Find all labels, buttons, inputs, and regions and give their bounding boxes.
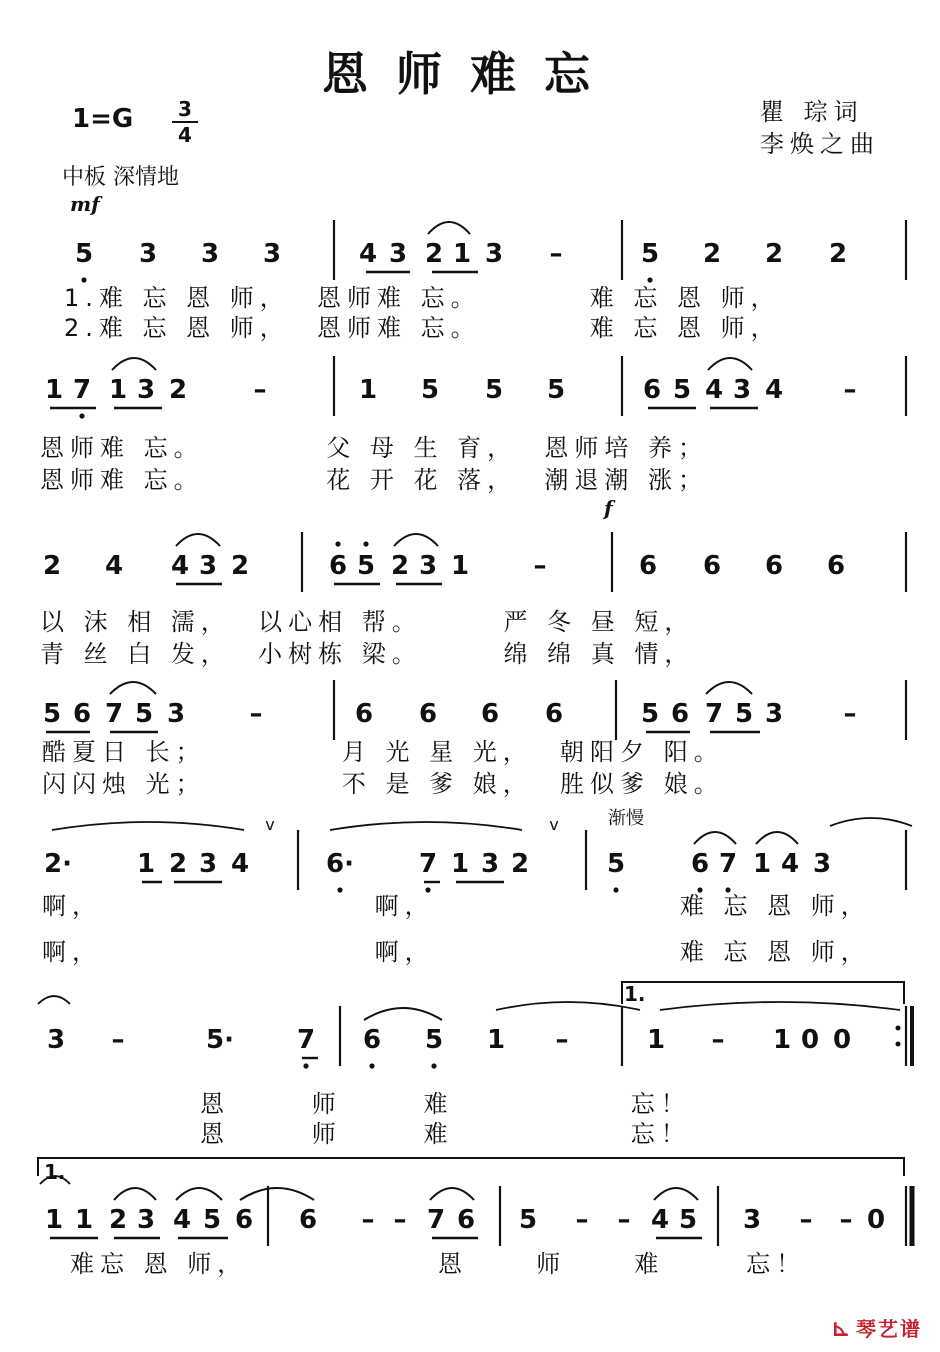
slur-arc [706,682,752,694]
note: 3 [166,699,186,729]
watermark-logo [832,1313,922,1342]
tempo-change-label: 渐慢 [608,808,644,829]
note: 3 [262,239,282,269]
note: 4 [358,239,378,269]
note: 6 [354,699,374,729]
note: 1 [486,1025,506,1055]
note: 1 [450,551,470,581]
slur-arc [110,682,156,694]
slur-arc [114,1188,156,1200]
note: 1 [772,1025,792,1055]
lyricist-credit: 瞿 琮词 [760,98,864,126]
composer-credit: 李焕之曲 [760,130,880,158]
note: 5 [640,699,660,729]
lyric-line: 恩师难 忘。 花 开 花 落， 潮退潮 涨； [40,466,709,494]
note: 6 [826,551,846,581]
note: 6 [234,1205,254,1235]
slur-arc [654,1188,698,1200]
note: 3 [484,239,504,269]
note: 1 [358,375,378,405]
note: – [799,1205,813,1235]
song-title: 恩师难忘 [322,47,618,101]
note: 1 [450,849,470,879]
slur-arc [240,1188,314,1200]
note: 6· [326,849,354,879]
octave-dot-below [303,1063,308,1068]
volta-bracket-second [38,1158,904,1176]
note: 5 [672,375,692,405]
note: – [549,239,563,269]
note: 5 [424,1025,444,1055]
note: 0 [866,1205,886,1235]
note: 3 [480,849,500,879]
note: 3 [742,1205,762,1235]
slur-arc [176,534,220,546]
note: 4 [650,1205,670,1235]
note: 2 [230,551,250,581]
phrase-tie [660,1002,900,1010]
note: 5 [134,699,154,729]
note: 3 [732,375,752,405]
note: 6 [362,1025,382,1055]
note: 2 [390,551,410,581]
note: 5 [202,1205,222,1235]
note: – [111,1025,125,1055]
note: 1 [74,1205,94,1235]
note: 5 [546,375,566,405]
octave-dot-above [335,541,340,546]
note: 4 [780,849,800,879]
note: 4 [764,375,784,405]
repeat-dot [896,1042,901,1047]
note: 2 [510,849,530,879]
note: 3 [812,849,832,879]
note: 0 [832,1025,852,1055]
note: 6 [298,1205,318,1235]
note: 6 [456,1205,476,1235]
note: 3 [138,239,158,269]
volta-first-label: 1. [624,982,646,1006]
note: 4 [104,551,124,581]
phrase-tie [496,1002,640,1010]
note: 7 [296,1025,316,1055]
note: – [617,1205,631,1235]
time-sig-top: 3 [178,97,192,121]
note: 5 [518,1205,538,1235]
note: – [575,1205,589,1235]
lyric-line: 恩师难 忘。 父 母 生 育， 恩师培 养； [40,434,709,462]
note: – [253,375,267,405]
note: 2 [42,551,62,581]
note: 5 [42,699,62,729]
note: 6 [480,699,500,729]
logo-icon: ⊾ [831,1317,852,1342]
note: 5· [206,1025,234,1055]
octave-dot-above [363,541,368,546]
note: 3 [136,1205,156,1235]
lyric-line: 以 沫 相 濡， 以心相 帮。 严 冬 昼 短， [40,608,695,636]
note: 2 [828,239,848,269]
lyric-line: 恩 师 难 忘！ [200,1120,691,1148]
note: 3 [764,699,784,729]
note: – [555,1025,569,1055]
note: 4 [172,1205,192,1235]
note: 3 [46,1025,66,1055]
note: 7 [104,699,124,729]
slur-arc [694,832,736,844]
slur-arc [364,1008,442,1020]
note: 6 [638,551,658,581]
note: 6 [702,551,722,581]
note: – [843,699,857,729]
note: 5 [606,849,626,879]
slur-arc [394,534,438,546]
repeat-dot [896,1026,901,1031]
note: 7 [418,849,438,879]
lyric-line: 闪闪烛 光； 不 是 爹 娘， 胜似爹 娘。 [42,770,724,798]
note: 5 [484,375,504,405]
note: 3 [418,551,438,581]
phrase-tie [52,822,244,830]
slur-arc [428,222,470,234]
volta-second-label: 1. [44,1160,66,1184]
note: 6 [690,849,710,879]
note: 5 [74,239,94,269]
dynamic-f: f [604,496,613,520]
note: 5 [356,551,376,581]
note: 6 [670,699,690,729]
note: – [393,1205,407,1235]
volta-bracket-first [622,982,904,1004]
note: 4 [170,551,190,581]
note: 6 [328,551,348,581]
note: 1 [136,849,156,879]
note: 2 [108,1205,128,1235]
note: 2· [44,849,72,879]
note: 2 [168,375,188,405]
lyric-line: 2.难 忘 恩 师， 恩师难 忘。 难 忘 恩 师， [64,314,781,342]
note: – [711,1025,725,1055]
phrase-tie [40,1176,70,1184]
lyric-line: 啊， 啊， 难 忘 恩 师， [42,892,871,920]
dynamic-mf: mf [70,192,100,216]
slur-arc [430,1188,474,1200]
note: 1 [44,1205,64,1235]
note: 3 [388,239,408,269]
slur-arc [708,358,752,370]
lyric-line: 难忘 恩 师， 恩 师 难 忘！ [70,1250,807,1278]
note: 6 [642,375,662,405]
note: – [361,1205,375,1235]
note: 1 [646,1025,666,1055]
octave-dot-below [431,1063,436,1068]
breath-mark: v [265,815,275,834]
note: 1 [108,375,128,405]
time-sig-bottom: 4 [178,123,192,147]
note: – [843,375,857,405]
note: 1 [452,239,472,269]
lyric-line: 1.难 忘 恩 师， 恩师难 忘。 难 忘 恩 师， [64,284,781,312]
watermark-text: 琴艺谱 [856,1317,922,1341]
note: 1 [752,849,772,879]
note: 7 [426,1205,446,1235]
note: 4 [704,375,724,405]
note: 2 [168,849,188,879]
note: 5 [734,699,754,729]
note: 7 [72,375,92,405]
lyric-line: 酷夏日 长； 月 光 星 光， 朝阳夕 阳。 [42,738,724,766]
slur-arc [112,358,156,370]
breath-mark: v [549,815,559,834]
tempo-marking: 中板 深情地 [62,165,179,190]
note: 7 [718,849,738,879]
note: 1 [44,375,64,405]
phrase-tie [38,996,70,1004]
note: – [249,699,263,729]
note: 3 [136,375,156,405]
lyric-line: 啊， 啊， 难 忘 恩 师， [42,938,871,966]
note: 3 [198,551,218,581]
note: 0 [800,1025,820,1055]
note: 3 [200,239,220,269]
note: 2 [702,239,722,269]
slur-arc [756,832,798,844]
note: 5 [420,375,440,405]
note: – [533,551,547,581]
lyric-line: 恩 师 难 忘！ [200,1090,691,1118]
note: – [839,1205,853,1235]
note: 3 [198,849,218,879]
octave-dot-below [369,1063,374,1068]
note: 6 [544,699,564,729]
lyric-line: 青 丝 白 发， 小树栋 梁。 绵 绵 真 情， [40,640,695,668]
note: 6 [72,699,92,729]
phrase-tie [830,818,912,826]
note: 6 [764,551,784,581]
slur-arc [176,1188,222,1200]
note: 2 [424,239,444,269]
note: 4 [230,849,250,879]
note: 7 [704,699,724,729]
note: 6 [418,699,438,729]
key-signature: 1=G [72,104,134,134]
note: 5 [640,239,660,269]
octave-dot-below [79,413,84,418]
note: 2 [764,239,784,269]
note: 5 [678,1205,698,1235]
phrase-tie [330,822,522,830]
